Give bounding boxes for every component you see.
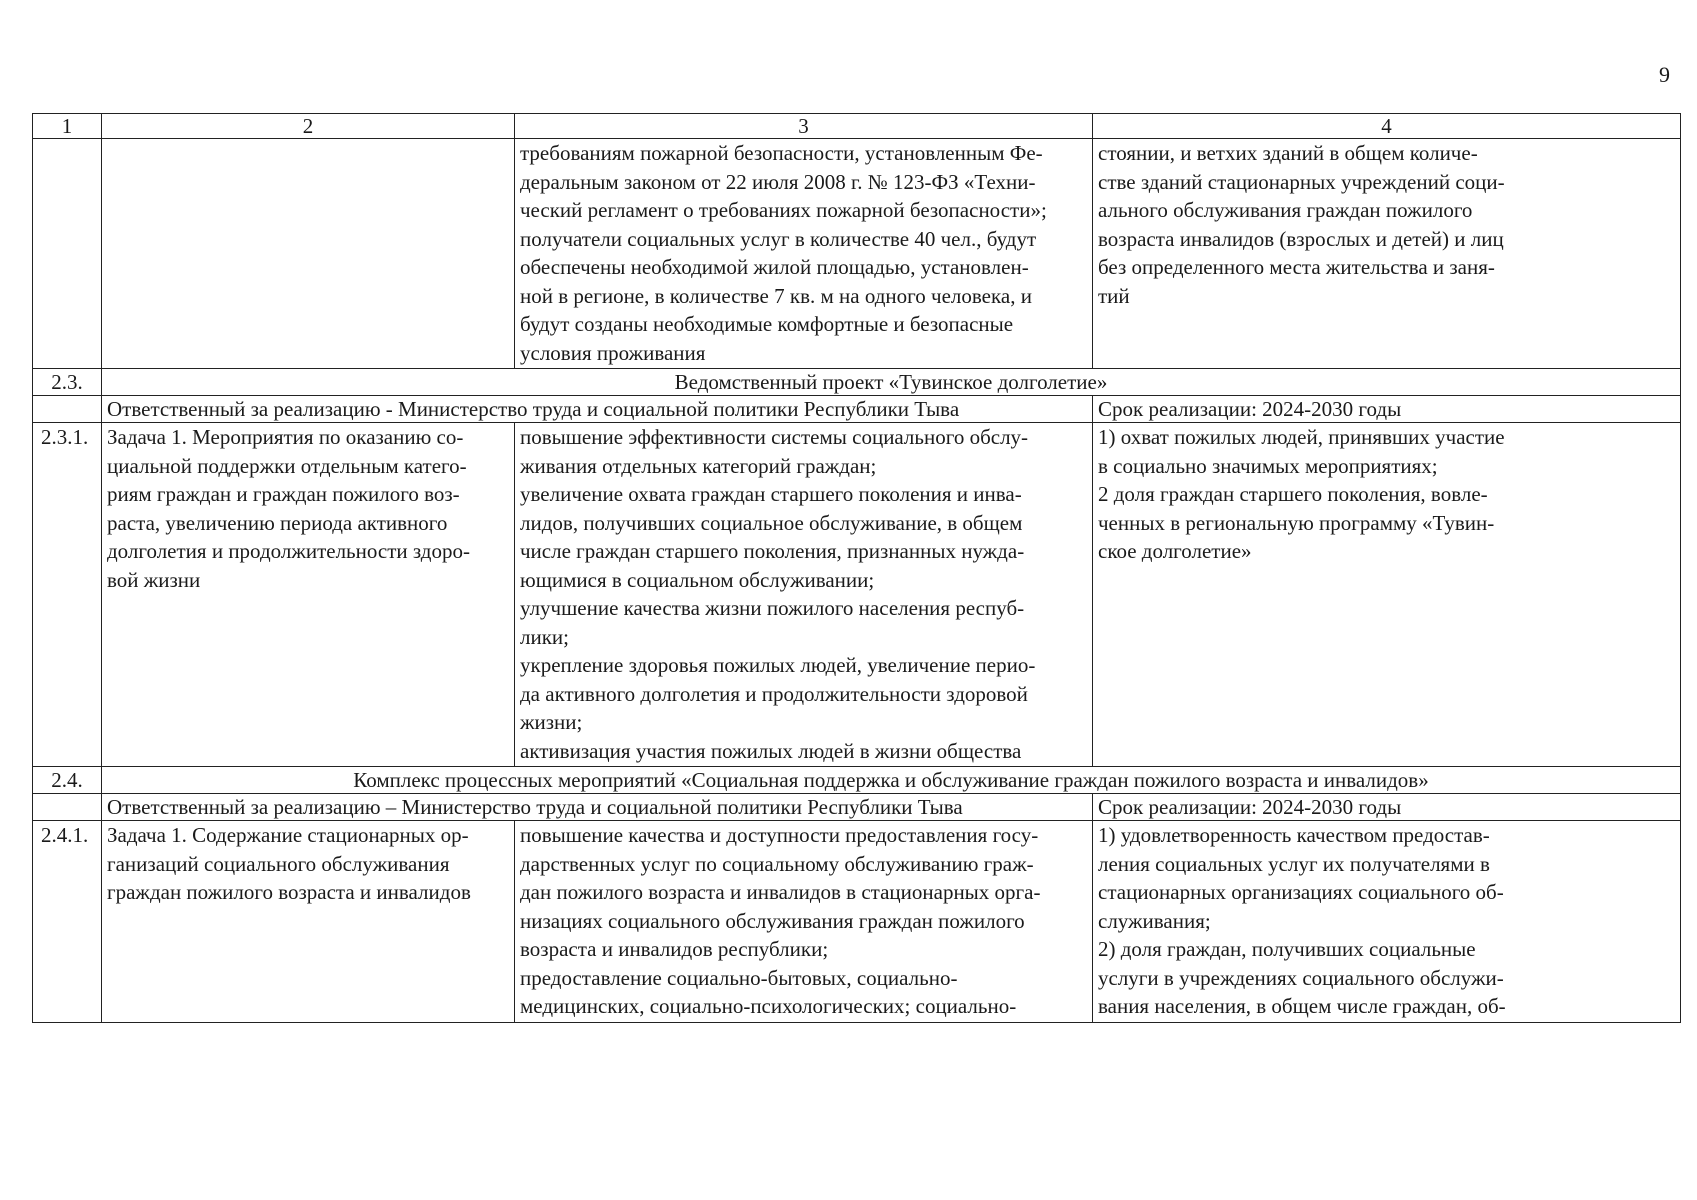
section-2-4-header-row	[33, 767, 1681, 794]
task-2-4-1-description: Задача 1. Содержание стационарных ор- ганизаций социального обслуживания граждан пожилого возраста и инвалидов	[102, 821, 515, 1023]
section-2-3-responsible-row	[33, 396, 1681, 423]
section-2-3-empty-cell	[33, 396, 102, 423]
page-number: 9	[1659, 62, 1670, 87]
task-2-3-1-number: 2.3.1.	[33, 423, 102, 767]
column-number-2: 2	[102, 114, 515, 139]
continuation-num-cell	[33, 139, 102, 369]
task-2-3-1-description: Задача 1. Мероприятия по оказанию со- циальной поддержки отдельным катего- риям граждан и граждан пожилого воз- раста, увеличению периода активного долголетия и продолжительности здоро- вой жизни	[102, 423, 515, 767]
task-2-4-1-indicators: 1) удовлетворенность качеством предостав- ления социальных услуг их получателями в стационарных организациях социального об- служивания; 2) доля граждан, получивших социальные услуги в учреждениях социального обслужи- вания населения, в общем числе граждан, об-	[1093, 821, 1681, 1023]
section-2-4-number: 2.4.	[33, 767, 102, 794]
continuation-effects-cell: требованиям пожарной безопасности, установленным Фе- деральным законом от 22 июля 2008 г. № 123-ФЗ «Техни- ческий регламент о требованиях пожарной безопасности»; получатели социальных услуг в количестве 40 чел., будут обеспечены необходимой жилой площадью, установлен- ной в регионе, в количестве 7 кв. м на одного человека, и будут созданы необходимые комфортные и безопасные условия проживания	[515, 139, 1093, 369]
column-number-3: 3	[515, 114, 1093, 139]
section-2-4-term: Срок реализации: 2024-2030 годы	[1093, 794, 1681, 821]
document-table	[32, 113, 1681, 1023]
task-2-3-1-row	[33, 423, 1681, 767]
task-2-3-1-effects: повышение эффективности системы социального обслу- живания отдельных категорий граждан; увеличение охвата граждан старшего поколения и инва- лидов, получивших социальное обслуживание, в общем числе граждан старшего поколения, признанных нужда- ющимися в социальном обслуживании; улучшение качества жизни пожилого населения респуб- лики; укрепление здоровья пожилых людей, увеличение перио- да активного долголетия и продолжительности здоровой жизни; активизация участия пожилых людей в жизни общества	[515, 423, 1093, 767]
continuation-row	[33, 139, 1681, 369]
continuation-indicators-cell: стоянии, и ветхих зданий в общем количе- стве зданий стационарных учреждений соци- ального обслуживания граждан пожилого возраста инвалидов (взрослых и детей) и лиц без определенного места жительства и заня- тий	[1093, 139, 1681, 369]
section-2-4-title: Комплекс процессных мероприятий «Социальная поддержка и обслуживание граждан пожилого возраста и инвалидов»	[102, 767, 1681, 794]
column-number-1: 1	[33, 114, 102, 139]
task-2-4-1-effects: повышение качества и доступности предоставления госу- дарственных услуг по социальному обслуживанию граж- дан пожилого возраста и инвалидов в стационарных орга- низациях социального обслуживания граждан пожилого возраста и инвалидов республики; предоставление социально-бытовых, социально- медицинских, социально-психологических; социально-	[515, 821, 1093, 1023]
section-2-3-term: Срок реализации: 2024-2030 годы	[1093, 396, 1681, 423]
task-2-4-1-number: 2.4.1.	[33, 821, 102, 1023]
section-2-3-header-row	[33, 369, 1681, 396]
section-2-4-responsible-row	[33, 794, 1681, 821]
task-2-3-1-indicators: 1) охват пожилых людей, принявших участие в социально значимых мероприятиях; 2 доля граждан старшего поколения, вовле- ченных в региональную программу «Тувин- ское долголетие»	[1093, 423, 1681, 767]
section-2-3-number: 2.3.	[33, 369, 102, 396]
continuation-task-cell	[102, 139, 515, 369]
task-2-4-1-row	[33, 821, 1681, 1023]
section-2-4-empty-cell	[33, 794, 102, 821]
column-number-4: 4	[1093, 114, 1681, 139]
section-2-4-responsible: Ответственный за реализацию – Министерство труда и социальной политики Республики Тыва	[102, 794, 1093, 821]
column-number-row	[33, 114, 1681, 139]
section-2-3-responsible: Ответственный за реализацию - Министерство труда и социальной политики Республики Тыва	[102, 396, 1093, 423]
section-2-3-title: Ведомственный проект «Тувинское долголетие»	[102, 369, 1681, 396]
